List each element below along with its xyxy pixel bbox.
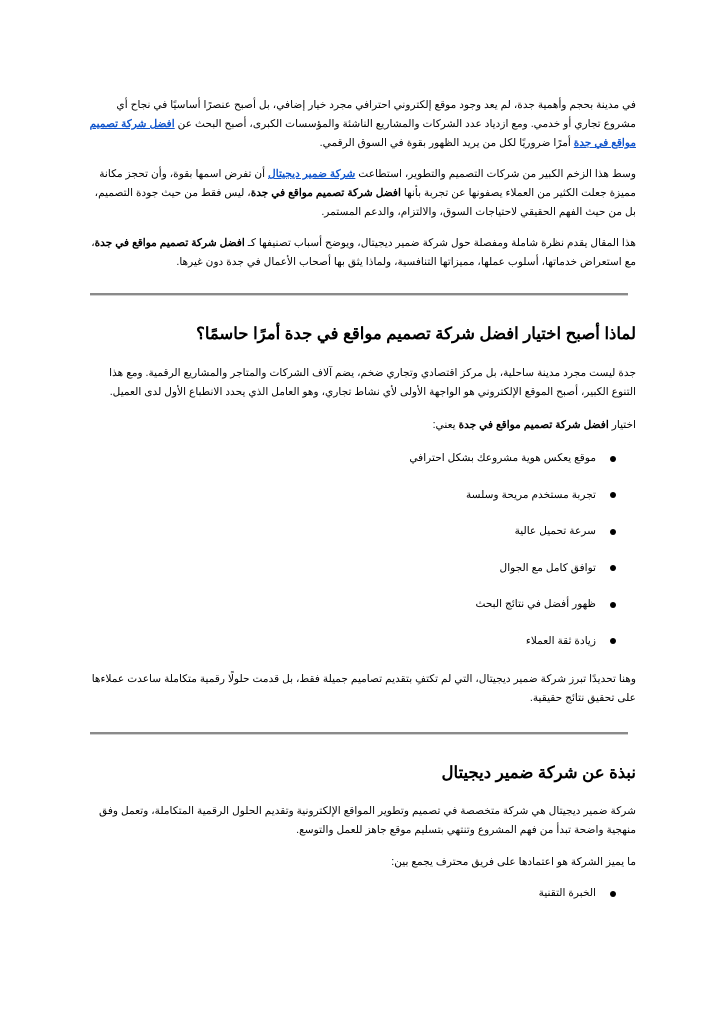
bullet-icon	[610, 638, 616, 644]
document-page	[88, 96, 636, 899]
section1-paragraph-2: اختيار افضل شركة تصميم مواقع في جدة يعني:	[432, 419, 636, 431]
bold-keyword: افضل شركة تصميم مواقع في جدة	[458, 419, 609, 431]
horizontal-divider	[90, 732, 628, 735]
list-item: زيادة ثقة العملاء	[88, 632, 636, 669]
link-dameer-digital[interactable]: شركة ضمير ديجيتال	[268, 168, 356, 180]
section-heading-about: نبذة عن شركة ضمير ديجيتال	[441, 764, 636, 782]
intro-paragraph-2: وسط هذا الزخم الكبير من شركات التصميم والتطوير، استطاعت شركة ضمير ديجيتال أن تفرض اسمها بقوة، وأن تحجز مكانة مميزة جعلت الكثير من العملاء يصفونها عن تجربة بأنها افضل شركة تصميم مواقع في جدة، ليس فقط من حيث جودة التصميم، بل من حيث الفهم الحقيقي لاحتياجات السوق، والالتزام، والدعم المستمر.	[94, 168, 636, 218]
section-heading-why-choose: لماذا أصبح اختيار افضل شركة تصميم مواقع في جدة أمرًا حاسمًا؟	[196, 325, 636, 343]
bullet-icon	[610, 456, 616, 462]
section2-paragraph-2: ما يميز الشركة هو اعتمادها على فريق محترف يجمع بين:	[391, 856, 636, 868]
intro-paragraph-3: هذا المقال يقدم نظرة شاملة ومفصلة حول شركة ضمير ديجيتال، ويوضح أسباب تصنيفها كـ افضل شركة تصميم مواقع في جدة، مع استعراض خدماتها، أسلوب عملها، مميزاتها التنافسية، ولماذا يثق بها أصحاب الأعمال في جدة دون غيرها.	[91, 237, 636, 268]
section1-paragraph-3: وهنا تحديدًا تبرز شركة ضمير ديجيتال، التي لم تكتفِ بتقديم تصاميم جميلة فقط، بل قدمت حلولًا رقمية متكاملة ساعدت عملاءها على تحقيق نتائج حقيقية.	[91, 673, 636, 704]
list-item: سرعة تحميل عالية	[88, 522, 636, 559]
bullet-icon	[610, 492, 616, 498]
section1-paragraph-1: جدة ليست مجرد مدينة ساحلية، بل مركز اقتصادي وتجاري ضخم، يضم آلاف الشركات والمتاجر والمشاريع الرقمية. ومع هذا التنوع الكبير، أصبح الموقع الإلكتروني هو الواجهة الأولى لأي نشاط تجاري، وهو العامل الذي يحدد الانطباع الأول لدى العميل.	[109, 367, 636, 398]
horizontal-divider	[90, 293, 628, 296]
bold-keyword: افضل شركة تصميم مواقع في جدة	[94, 237, 245, 249]
bullet-icon	[610, 891, 616, 897]
bullet-icon	[610, 529, 616, 535]
list-item: الخبرة التقنية	[88, 884, 636, 921]
section2-paragraph-1: شركة ضمير ديجيتال هي شركة متخصصة في تصميم وتطوير المواقع الإلكترونية وتقديم الحلول الرقمية المتكاملة، وتعمل وفق منهجية واضحة تبدأ من فهم المشروع وتنتهي بتسليم موقع جاهز للعمل والتوسع.	[99, 805, 636, 836]
link-best-web-design-company-jeddah[interactable]: افضل شركة تصميم مواقع في جدة	[89, 118, 636, 149]
list-item: تجربة مستخدم مريحة وسلسة	[88, 486, 636, 523]
benefits-list	[88, 449, 636, 668]
list-item: توافق كامل مع الجوال	[88, 559, 636, 596]
team-skills-list	[88, 884, 636, 921]
list-item: ظهور أفضل في نتائج البحث	[88, 595, 636, 632]
intro-paragraph-1: في مدينة بحجم وأهمية جدة، لم يعد وجود موقع إلكتروني احترافي مجرد خيار إضافي، بل أصبح عنصرًا أساسيًا في نجاح أي مشروع تجاري أو خدمي. ومع ازدياد عدد الشركات والمشاريع الناشئة والمؤسسات الكبرى، أصبح البحث عن افضل شركة تصميم مواقع في جدة أمرًا ضروريًا لكل من يريد الظهور بقوة في السوق الرقمي.	[89, 99, 636, 149]
bullet-icon	[610, 565, 616, 571]
bold-keyword: افضل شركة تصميم مواقع في جدة	[250, 187, 401, 199]
list-item: موقع يعكس هوية مشروعك بشكل احترافي	[88, 449, 636, 486]
bullet-icon	[610, 602, 616, 608]
